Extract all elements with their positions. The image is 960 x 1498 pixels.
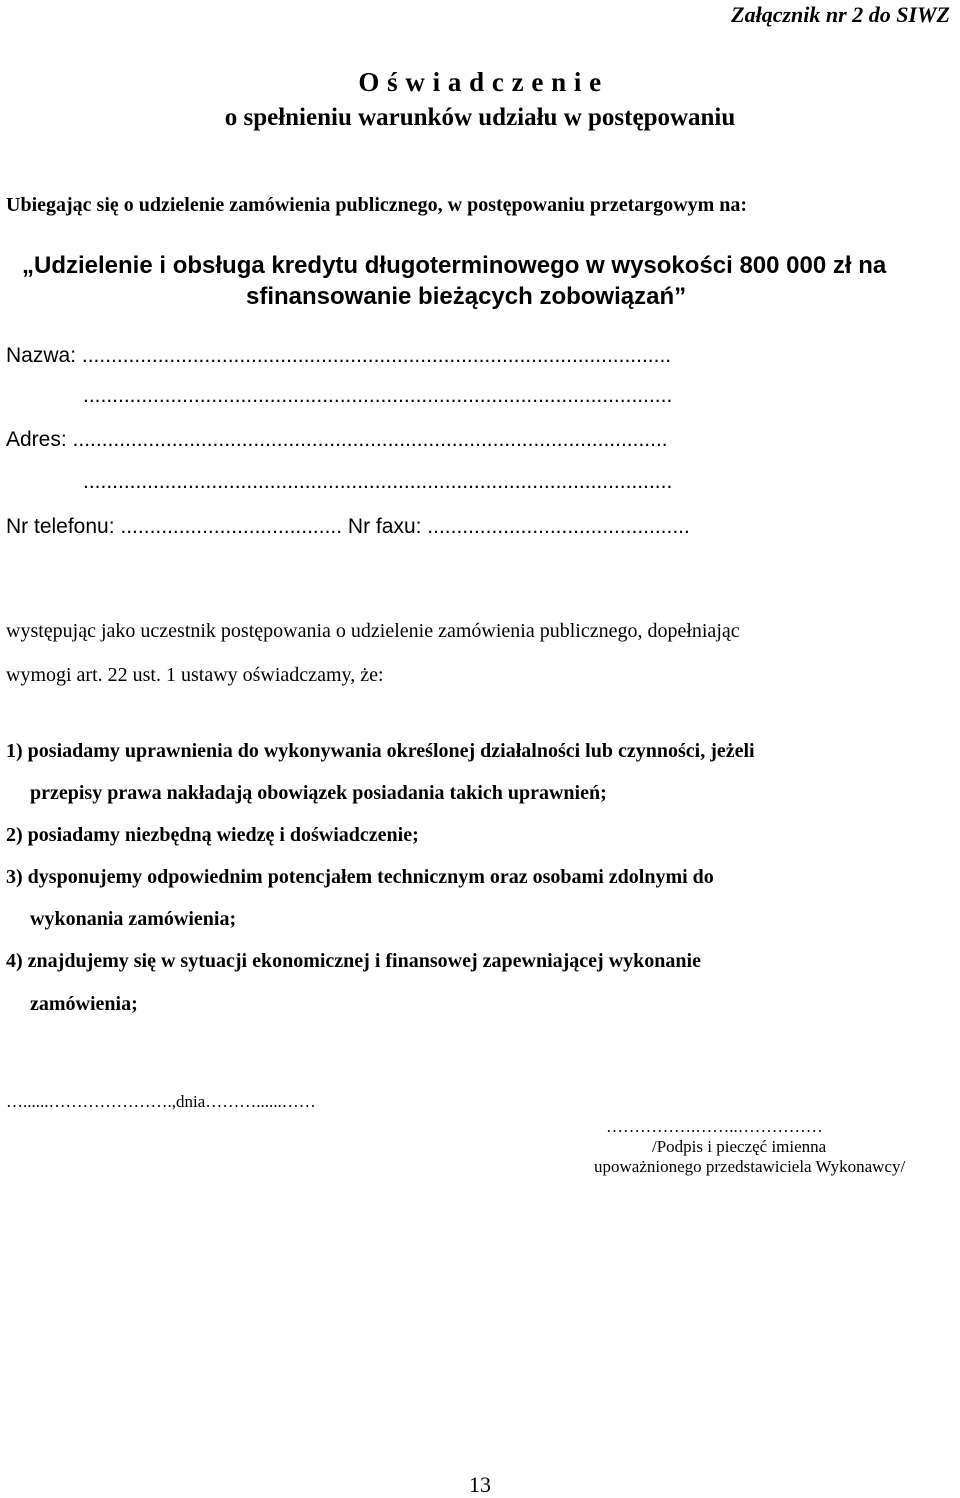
statement-4-line-1: 4) znajdujemy się w sytuacji ekonomicznej i finansowej zapewniającej wykonanie bbox=[6, 950, 701, 972]
signature-caption-1: /Podpis i pieczęć imienna bbox=[652, 1137, 827, 1156]
statement-1-line-1: 1) posiadamy uprawnienia do wykonywania określonej działalności lub czynności, jeżeli bbox=[6, 740, 755, 762]
statement-3-line-1: 3) dysponujemy odpowiednim potencjałem technicznym oraz osobami zdolnymi do bbox=[6, 866, 714, 888]
attachment-label: Załącznik nr 2 do SIWZ bbox=[731, 2, 950, 27]
phone-fax-field: Nr telefonu: ...................................... Nr faxu: ............................................. bbox=[6, 515, 690, 538]
name-field-continuation: ..................................................................................................... bbox=[83, 384, 673, 407]
statement-2-line-1: 2) posiadamy niezbędną wiedzę i doświadczenie; bbox=[6, 824, 419, 846]
statement-1-line-2: przepisy prawa nakładają obowiązek posiadania takich uprawnień; bbox=[30, 782, 607, 804]
document-title: O ś w i a d c z e n i e bbox=[358, 67, 602, 97]
declaration-line-1: występując jako uczestnik postępowania o udzielenie zamówienia publicznego, dopełniając bbox=[6, 620, 740, 642]
intro-text: Ubiegając się o udzielenie zamówienia publicznego, w postępowaniu przetargowym na: bbox=[6, 194, 748, 216]
place-date-line: …......………………….,dnia………......…… bbox=[6, 1092, 316, 1111]
signature-caption-2: upoważnionego przedstawiciela Wykonawcy/ bbox=[594, 1157, 906, 1176]
statement-4-line-2: zamówienia; bbox=[30, 993, 138, 1015]
address-field-continuation: ..................................................................................................... bbox=[83, 470, 673, 493]
declaration-line-2: wymogi art. 22 ust. 1 ustawy oświadczamy, że: bbox=[6, 664, 384, 686]
statement-3-line-2: wykonania zamówienia; bbox=[30, 908, 237, 930]
subject-line-1: „Udzielenie i obsługa kredytu długoterminowego w wysokości 800 000 zł na bbox=[22, 252, 887, 279]
page-number: 13 bbox=[469, 1472, 491, 1497]
document-subtitle: o spełnieniu warunków udziału w postępowaniu bbox=[224, 104, 736, 131]
name-field: Nazwa: ..................................................................................................... bbox=[6, 344, 672, 367]
address-field: Adres: ...................................................................................................... bbox=[6, 428, 668, 451]
subject-line-2: sfinansowanie bieżących zobowiązań” bbox=[246, 283, 687, 310]
signature-dots: …………….……..…………… bbox=[606, 1117, 823, 1136]
